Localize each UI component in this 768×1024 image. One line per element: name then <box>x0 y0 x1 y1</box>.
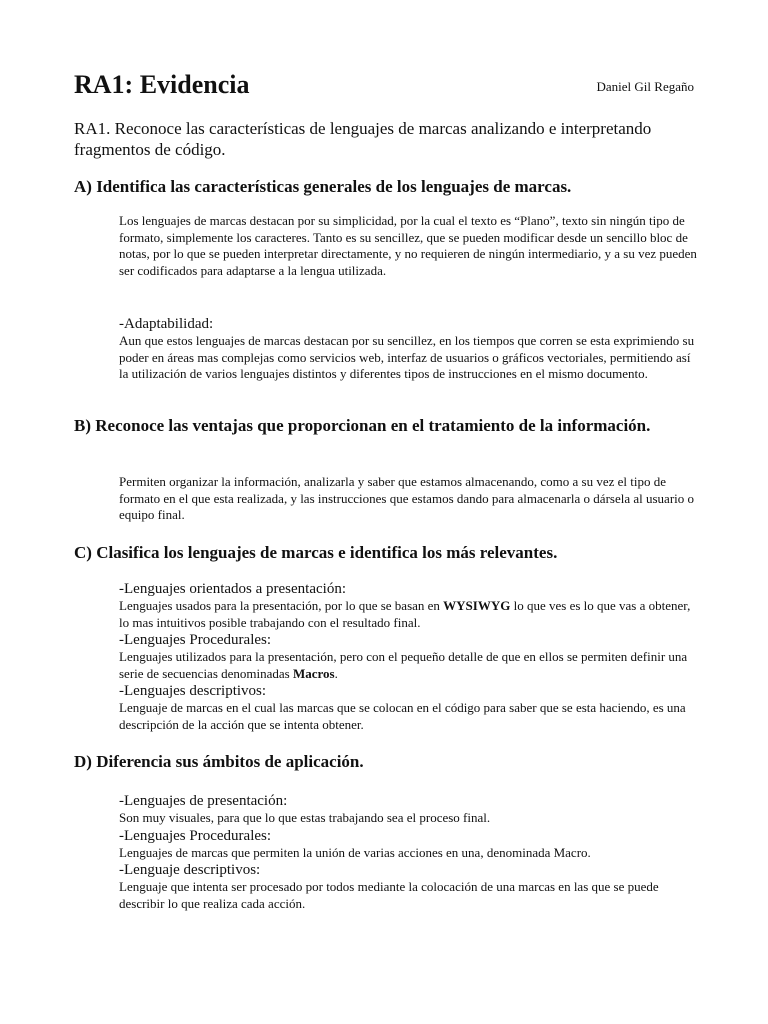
section-c-text-1-part-a: Lenguajes usados para la presentación, por lo que se basan en <box>119 598 444 613</box>
section-c-list <box>119 580 697 733</box>
section-b-paragraph-1: Permiten organizar la información, analizarla y saber que estamos almacenando, como a su vez el tipo de formato en el que esta realizada, y las instrucciones que estamos dando para almacenarla o dársela al usuario o equipo final. <box>119 474 695 523</box>
section-a-paragraph-2: Aun que estos lenguajes de marcas destacan por su sencillez, en los tiempos que corren se esta exprimiendo su poder en áreas mas complejas como servicios web, interfaz de usuarios o gráficos vectoriales, permitiendo así la utilización de varios lenguajes distintos y diferentes tipos de instrucciones en el mismo documento. <box>119 333 695 381</box>
section-d-text-2: Lenguajes de marcas que permiten la unión de varias acciones en una, denominada Macro. <box>119 844 591 860</box>
section-a-heading: A) Identifica las características generales de los lenguajes de marcas. <box>74 177 572 196</box>
section-c-subheading-3: -Lenguajes descriptivos: <box>119 683 267 699</box>
section-c-subheading-1: -Lenguajes orientados a presentación: <box>119 581 346 597</box>
macros-term: Macros <box>292 665 335 681</box>
section-d-heading: D) Diferencia sus ámbitos de aplicación. <box>74 752 364 771</box>
section-c-subheading-2: -Lenguajes Procedurales: <box>119 632 272 648</box>
wysiwyg-term: WYSIWYG <box>443 598 511 613</box>
author-name: Daniel Gil Regaño <box>596 79 694 94</box>
section-b-heading: B) Reconoce las ventajas que proporcionan en el tratamiento de la información. <box>74 416 651 435</box>
section-a-subheading: -Adaptabilidad: <box>119 316 214 332</box>
section-d-text-1: Son muy visuales, para que lo que estas trabajando sea el proceso final. <box>119 810 491 825</box>
section-c-text-3: Lenguaje de marcas en el cual las marcas que se colocan en el código para saber que se esta haciendo, es una descripción de la acción que se intenta obtener. <box>119 700 686 732</box>
section-d-subheading-2: -Lenguajes Procedurales: <box>119 827 272 844</box>
document-header <box>74 68 694 102</box>
section-c-text-2-part-c: . <box>334 665 338 681</box>
section-d-text-3: Lenguaje que intenta ser procesado por todos mediante la colocación de una marcas en las que se puede describir lo que realiza cada acción. <box>119 879 659 911</box>
section-a-paragraph-1: Los lenguajes de marcas destacan por su simplicidad, por la cual el texto es “Plano”, texto sin ningún tipo de formato, simplemente los caracteres. Tanto es su sencillez, que se pueden modificar desde un sencillo bloc de notas, por lo que se pueden interpretar directamente, y no requieren de ningún intermediario, y a su vez pueden ser codificados para adaptarse a la lengua utilizada. <box>119 213 697 278</box>
section-c-text-1-part-c: lo que ves es lo que vas a obtener, lo mas intuitivos posible trabajando con el resultado final. <box>119 598 691 630</box>
section-d-subheading-3: -Lenguaje descriptivos: <box>119 862 261 878</box>
section-c-text-1 <box>119 598 697 631</box>
intro-statement: RA1. Reconoce las características de lenguajes de marcas analizando e interpretando fragmentos de código. <box>74 119 652 159</box>
document-title: RA1: Evidencia <box>74 70 250 99</box>
section-d-list <box>119 792 697 912</box>
section-c-text-2 <box>119 649 697 682</box>
section-d-subheading-1: -Lenguajes de presentación: <box>119 793 288 809</box>
section-c-heading: C) Clasifica los lenguajes de marcas e identifica los más relevantes. <box>74 543 558 562</box>
section-a-adaptability <box>119 315 697 383</box>
section-c-text-2-part-a: Lenguajes utilizados para la presentación, pero con el pequeño detalle de que en ellos se permiten definir una serie de secuencias denominadas <box>119 649 688 681</box>
